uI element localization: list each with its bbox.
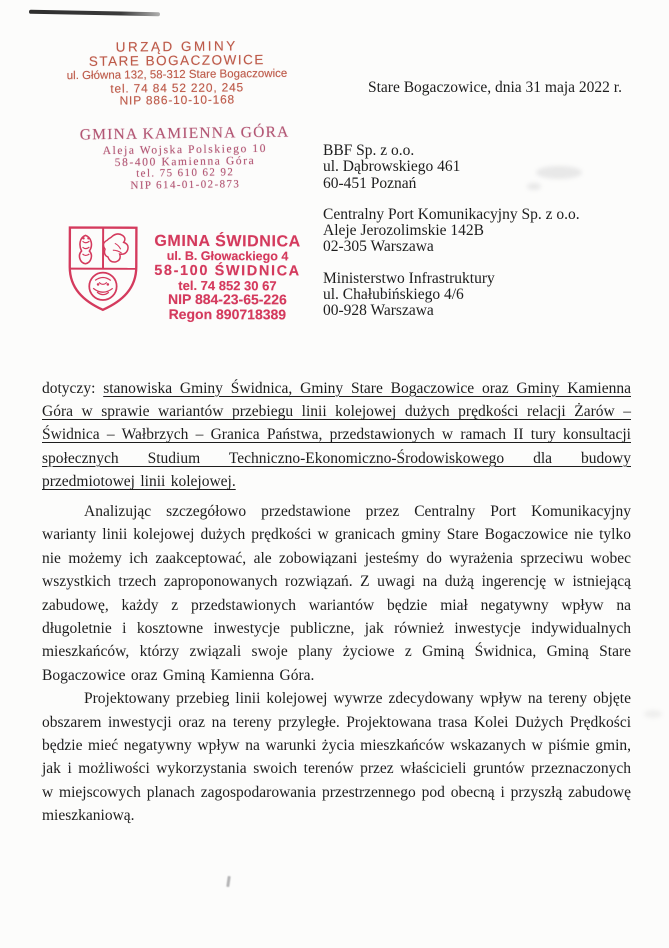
stamp-line: GMINA ŚWIDNICA: [154, 232, 301, 251]
recipient-line: ul. Chałubińskiego 4/6: [323, 286, 464, 304]
subject-text: stanowiska Gminy Świdnica, Gminy Stare Bogaczowice oraz Gminy Kamienna Góra w sprawie wariantów przebiegu linii kolejowej dużych prędkości relacji Żarów – Świdnica – Wałbrzych – Granica Państwa, przedstawionych w ramach II tury konsultacji społecznych Studium Techniczno-Ekonomiczno-Środowiskowego dla budowy przedmiotowej linii kolejowej.: [42, 379, 631, 491]
stamp-line: GMINA KAMIENNA GÓRA: [79, 123, 290, 144]
recipient-ministerstwo: [323, 271, 580, 320]
recipient-line: Aleje Jerozolimskie 142B: [323, 222, 484, 240]
stamp-gmina-swidnica: [63, 222, 308, 322]
letter-body: [42, 500, 631, 828]
recipients-block: [323, 143, 580, 335]
recipient-cpk: [323, 207, 580, 256]
stamp-line: tel. 74 84 52 220, 245: [110, 79, 245, 96]
recipient-line: 02-305 Warszawa: [323, 238, 434, 256]
stamp-line: NIP 614-01-02-873: [130, 177, 241, 192]
scan-smudge: [644, 710, 662, 718]
stamp-line: URZĄD GMINY: [115, 38, 238, 55]
recipient-bbf: [323, 143, 580, 192]
stamp-line: ul. Główna 132, 58-312 Stare Bogaczowice: [66, 67, 288, 83]
stamp-line: tel. 74 852 30 67: [178, 277, 277, 293]
stamp-line: STARE BOGACZOWICE: [88, 52, 265, 69]
stamp-urzad-gminy-stare-bogaczowice: [52, 39, 303, 108]
stamp-line: NIP 884-23-65-226: [167, 290, 287, 308]
recipient-line: 00-928 Warszawa: [323, 302, 434, 320]
recipient-line: 60-451 Poznań: [323, 174, 417, 192]
subject-line: [42, 377, 631, 494]
stamp-line: NIP 886-10-10-168: [119, 92, 236, 108]
recipient-line: Ministerstwo Infrastruktury: [323, 269, 495, 287]
stamp-line: ul. B. Głowackiego 4: [166, 248, 289, 264]
recipient-line: BBF Sp. z o.o.: [323, 142, 415, 159]
stamp-gmina-kamienna-gora: [55, 124, 316, 193]
stamp-line: tel. 75 610 62 92: [136, 166, 235, 180]
recipient-line: ul. Dąbrowskiego 461: [323, 158, 461, 176]
body-paragraph-2: Projektowany przebieg linii kolejowej wywrze zdecydowany wpływ na tereny objęte obszarem inwestycji oraz na tereny przyległe. Projektowana trasa Kolei Dużych Prędkości będzie mieć negatywny wpływ na warunki życia mieszkańców wskazanych w piśmie gmin, jak i możliwości wykorzystania swoich terenów przez właścicieli gruntów przeznaczonych w miejscowych planach zagospodarowania przestrzennego pod obecną i przyszłą zabudowę mieszkaniową.: [42, 690, 631, 825]
stamp-line: 58-400 Kamienna Góra: [114, 155, 256, 169]
stamp-line: Aleja Wojska Polskiego 10: [102, 142, 268, 158]
stamp-line: Regon 890718389: [168, 305, 287, 322]
coat-of-arms-icon: [63, 224, 143, 319]
scan-smudge: [226, 876, 231, 887]
stamp-line: 58-100 ŚWIDNICA: [154, 262, 301, 279]
recipient-line: Centralny Port Komunikacyjny Sp. z o.o.: [323, 205, 580, 223]
scan-artifact-line: [29, 10, 160, 17]
date-line: Stare Bogaczowice, dnia 31 maja 2022 r.: [368, 79, 622, 96]
subject-prefix: dotyczy:: [42, 379, 96, 397]
body-paragraph-1: Analizując szczegółowo przedstawione przez Centralny Port Komunikacyjny warianty linii kolejowej dużych prędkości w granicach gminy Stare Bogaczowice nie tylko nie możemy ich zaakceptować, ale zobowiązani jesteśmy do wyrażenia sprzeciwu wobec wszystkich trzech zaproponowanych rozwiązań. Z uwagi na dużą ingerencję w istniejącą zabudowę, każdy z przedstawionych wariantów będzie miał negatywny wpływ na długoletnie i kosztowne inwestycje publiczne, jak również inwestycje indywidualnych mieszkańców, którzy związali swoje plany życiowe z Gminą Świdnica, Gminą Stare Bogaczowice oraz Gminą Kamienna Góra.: [42, 503, 631, 684]
